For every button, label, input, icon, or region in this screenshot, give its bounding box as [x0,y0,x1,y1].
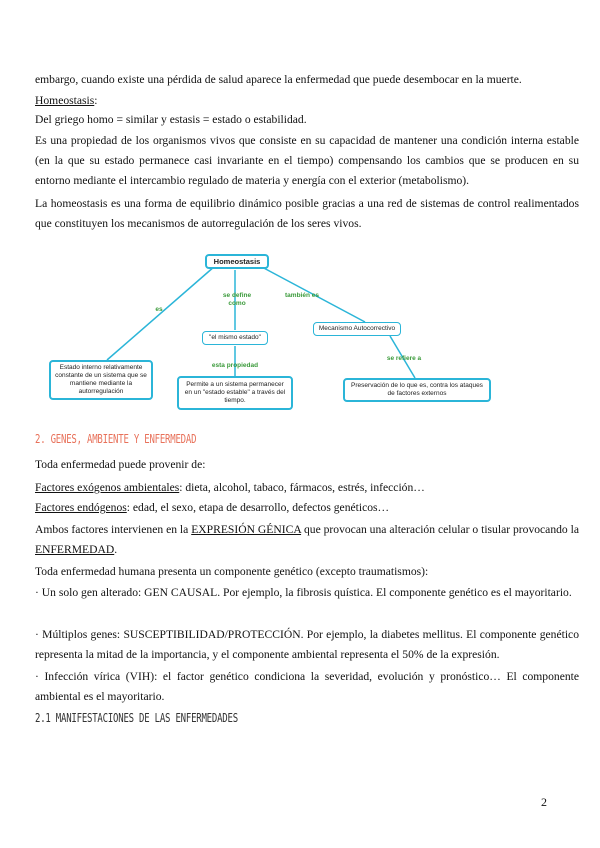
node-permite-sistema: Permite a un sistema permanecer en un "estado estable" a través del tiempo. [177,376,293,410]
paragraph-equilibrium: La homeostasis es una forma de equilibrio dinámico posible gracias a una red de sistemas de control realimentados que constituyen los mecanismos de autorregulación de los seres vivos. [35,197,579,230]
link-label-es: es [155,306,163,313]
paragraph-origen: Toda enfermedad puede provenir de: [35,458,206,471]
paragraph-expresion-genica [35,520,579,560]
paragraph-etymology: Del griego homo = similar y estasis = estado o estabilidad. [35,113,307,126]
homeostasis-heading-line [35,91,579,111]
node-preservacion: Preservación de lo que es, contra los ataques de factores externos [343,378,491,402]
factores-exogenos-label: Factores exógenos ambientales [35,481,180,494]
link-label-se-refiere-a: se refiere a [386,355,422,362]
link-label-se-define-como: se define como [222,292,252,307]
page-number: 2 [541,795,547,809]
homeostasis-heading: Homeostasis [35,94,95,107]
paragraph-factores-exogenos [35,478,579,498]
factores-exogenos-text: : dieta, alcohol, tabaco, fármacos, estrés, infección… [179,481,425,494]
node-mismo-estado: "el mismo estado" [202,331,268,345]
factores-endogenos-label: Factores endógenos [35,501,127,514]
link-label-esta-propiedad: esta propiedad [211,362,259,369]
node-mecanismo-autocorrectivo: Mecanismo Autocorrectivo [313,322,401,336]
expresion-text-c: . [114,542,118,556]
expresion-genica-term: EXPRESIÓN GÉNICA [191,523,302,536]
paragraph-intro: embargo, cuando existe una pérdida de salud aparece la enfermedad que puede desembocar en la muerte. [35,73,522,86]
bullet-susceptibilidad: · Múltiplos genes: SUSCEPTIBILIDAD/PROTECCIÓN. Por ejemplo, la diabetes mellitus. El componente genético representa la mitad de la importancia, y el componente ambiental representa el 50% de la expresión. [35,628,579,661]
paragraph-factores-endogenos [35,498,579,518]
paragraph-definition: Es una propiedad de los organismos vivos que consiste en su capacidad de mantener una condición interna estable (en la que su estado permanece casi invariante en el tiempo) compensando los cambios que se producen en su entorno mediante el intercambio regulado de materia y energía con el exterior (metabolismo). [35,134,579,187]
node-homeostasis: Homeostasis [205,254,269,269]
enfermedad-term: ENFERMEDAD [35,542,115,556]
homeostasis-colon: : [94,94,98,107]
paragraph-componente-genetico: Toda enfermedad humana presenta un componente genético (excepto traumatismos): [35,565,429,578]
bullet-infeccion-virica: · Infección vírica (VIH): el factor genético condiciona la severidad, evolución y pronóstico… El componente ambiental es el mayoritario. [35,670,579,703]
section-2-1-title: 2.1 MANIFESTACIONES DE LAS ENFERMEDADES [35,710,238,725]
link-label-tambien-es: también es [285,292,319,299]
factores-endogenos-text: : edad, el sexo, etapa de desarrollo, defectos genéticos… [126,501,390,514]
section-2-title: 2. GENES, AMBIENTE Y ENFERMEDAD [35,431,197,446]
expresion-text-a: Ambos factores intervienen en la [35,523,192,536]
node-estado-interno: Estado interno relativamente constante de un sistema que se mantiene mediante la autorregulación [49,360,153,400]
bullet-gen-causal: · Un solo gen alterado: GEN CAUSAL. Por ejemplo, la fibrosis quística. El componente genético es el mayoritario. [35,586,572,599]
homeostasis-concept-map [45,248,570,418]
expresion-text-b: que provocan una alteración celular o tisular provocando la [301,523,579,536]
